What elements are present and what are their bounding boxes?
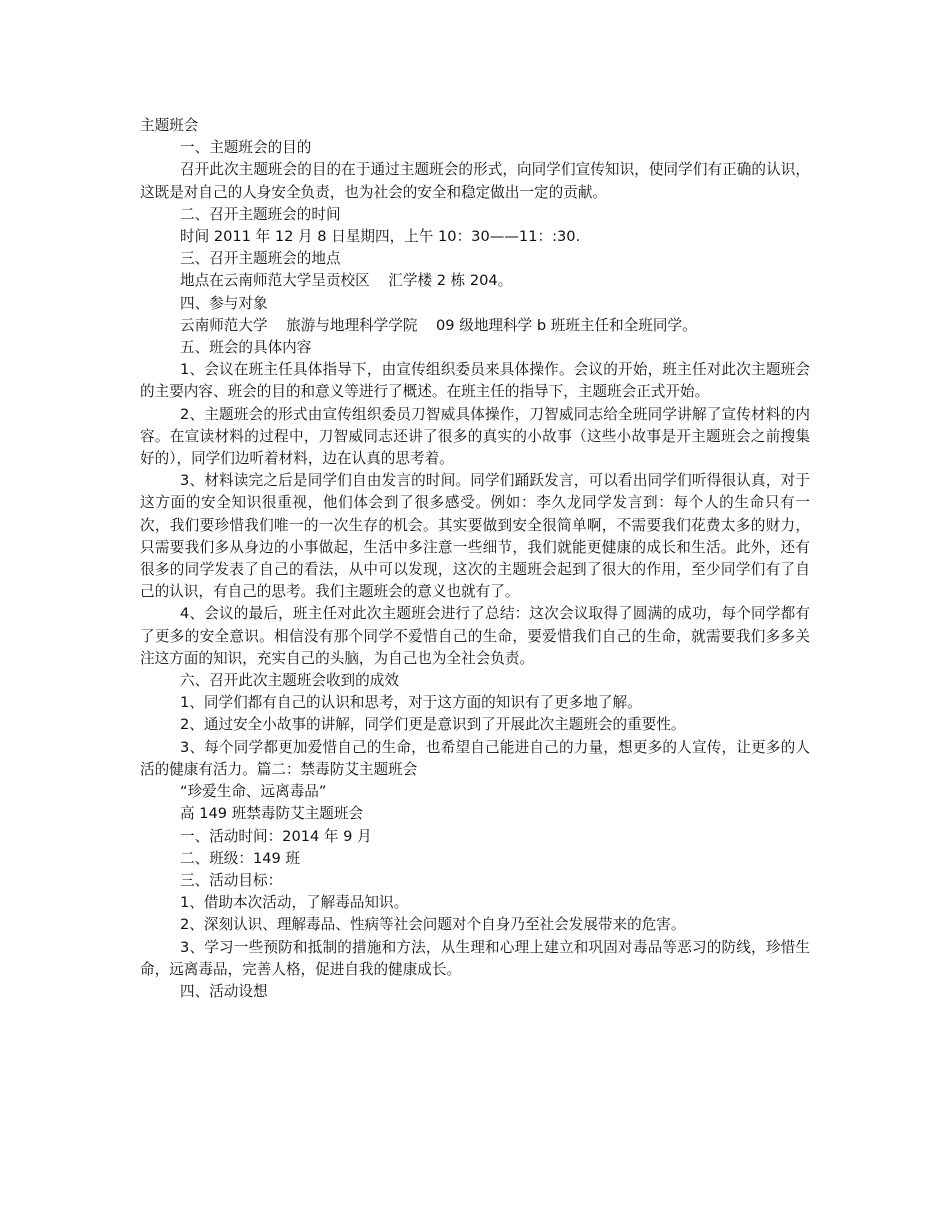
section-heading-content: 五、班会的具体内容: [180, 339, 312, 357]
paragraph-result-3: 3、每个同学都更加爱惜自己的生命，也希望自己能进自己的力量，想更多的人宣传，让更多的人活的健康有活力。篇二：禁毒防艾主题班会: [140, 738, 810, 778]
slogan: “珍爱生命、远离毒品”: [180, 783, 327, 801]
activity-class: 二、班级：149 班: [180, 849, 301, 867]
paragraph-time: 时间 2011 年 12 月 8 日星期四，上午 10：30——11：:30.: [180, 228, 581, 246]
paragraph-result-2: 2、通过安全小故事的讲解，同学们更是意识到了开展此次主题班会的重要性。: [180, 716, 686, 734]
section-heading-time: 二、召开主题班会的时间: [180, 205, 341, 223]
activity-goal-2: 2、深刻认识、理解毒品、性病等社会问题对个自身乃至社会发展带来的危害。: [180, 916, 686, 934]
section-heading-location: 三、召开主题班会的地点: [180, 250, 341, 268]
paragraph-content-3: 3、材料读完之后是同学们自由发言的时间。同学们踊跃发言，可以看出同学们听得很认真，对于这方面的安全知识很重视，他们体会到了很多感受。例如：李久龙同学发言到：每个人的生命只有一次，我们要珍惜我们唯一的一次生存的机会。其实要做到安全很简单啊，不需要我们花费太多的财力，只需要我们多从身边的小事做起，生活中多注意一些细节，我们就能更健康的成长和生活。此外，还有很多的同学发表了自己的看法，从中可以发现，这次的主题班会起到了很大的作用，至少同学们有了自己的认识，有自己的思考。我们主题班会的意义也就有了。: [140, 472, 810, 601]
paragraph-content-4: 4、会议的最后，班主任对此次主题班会进行了总结：这次会议取得了圆满的成功，每个同学都有了更多的安全意识。相信没有那个同学不爱惜自己的生命，要爱惜我们自己的生命，就需要我们多多关注这方面的知识，充实自己的头脑，为自己也为全社会负责。: [140, 605, 810, 667]
section-heading-participants: 四、参与对象: [180, 294, 268, 312]
section-heading-purpose: 一、主题班会的目的: [180, 139, 312, 157]
paragraph-location: 地点在云南师范大学呈贡校区 汇学楼 2 栋 204。: [180, 272, 513, 290]
activity-goals-heading: 三、活动目标：: [180, 871, 283, 889]
document-page: [140, 115, 810, 1003]
section-heading-results: 六、召开此次主题班会收到的成效: [180, 672, 399, 690]
paragraph-result-1: 1、同学们都有自己的认识和思考，对于这方面的知识有了更多地了解。: [180, 694, 642, 712]
activity-plan-heading: 四、活动设想: [180, 982, 268, 1000]
activity-goal-3: 3、学习一些预防和抵制的措施和方法，从生理和心理上建立和巩固对毒品等恶习的防线，珍惜生命，远离毒品，完善人格，促进自我的健康成长。: [140, 938, 810, 978]
paragraph-purpose: 召开此次主题班会的目的在于通过主题班会的形式，向同学们宣传知识，使同学们有正确的认识，这既是对自己的人身安全负责，也为社会的安全和稳定做出一定的贡献。: [140, 161, 810, 201]
paragraph-content-1: 1、会议在班主任具体指导下，由宣传组织委员来具体操作。会议的开始，班主任对此次主题班会的主要内容、班会的目的和意义等进行了概述。在班主任的指导下，主题班会正式开始。: [140, 361, 810, 401]
paragraph-participants: 云南师范大学 旅游与地理科学学院 09 级地理科学 b 班班主任和全班同学。: [180, 316, 697, 334]
activity-goal-1: 1、借助本次活动，了解毒品知识。: [180, 894, 409, 912]
paragraph-content-2: 2、主题班会的形式由宣传组织委员刀智威具体操作，刀智威同志给全班同学讲解了宣传材料的内容。在宣读材料的过程中，刀智威同志还讲了很多的真实的小故事（这些小故事是开主题班会之前搜集好的），同学们边听着材料，边在认真的思考着。: [140, 405, 810, 468]
document-title: 主题班会: [140, 117, 199, 134]
subtitle-class-meeting: 高 149 班禁毒防艾主题班会: [180, 805, 364, 823]
activity-time: 一、活动时间：2014 年 9 月: [180, 827, 372, 845]
